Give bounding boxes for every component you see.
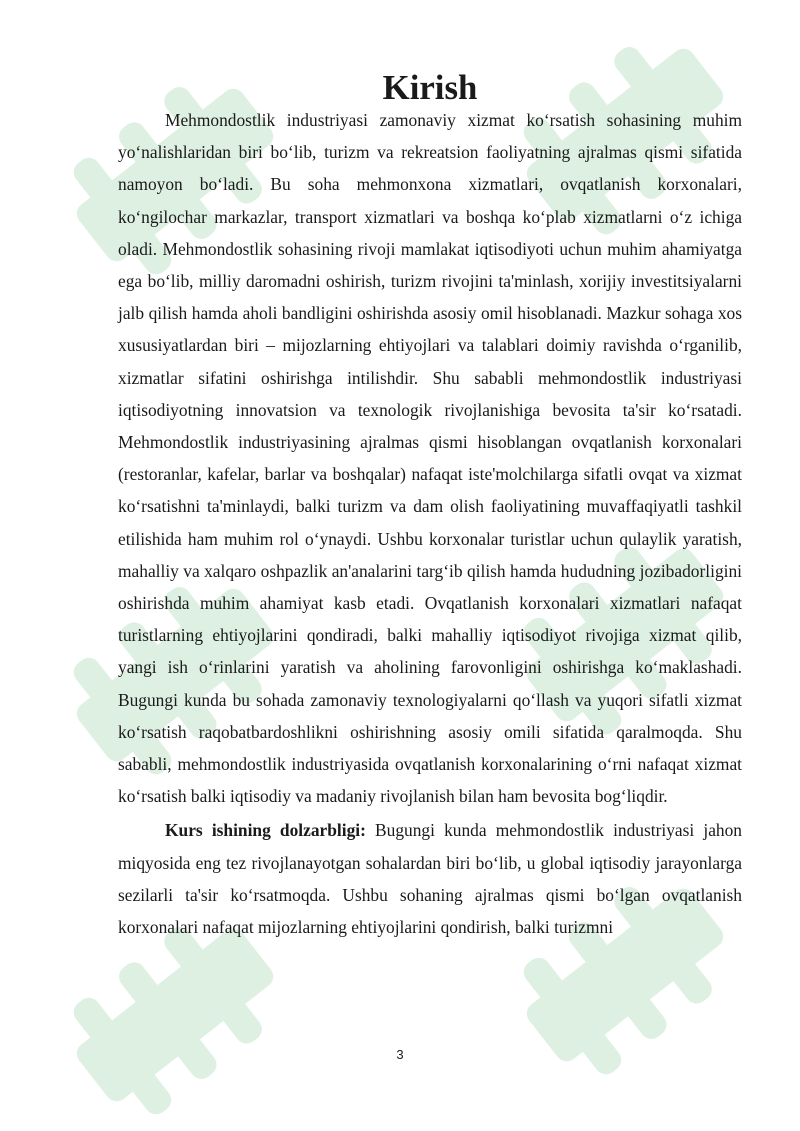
relevance-text: Bugungi kunda mehmondostlik industriyasi jahon miqyosida eng tez rivojlanayotgan sohalardan biri bo‘lib, u global iqtisodiy jarayonlarga sezilarli ta'sir ko‘rsatmoqda. Ushbu sohaning ajralmas qismi bo‘lgan ovqatlanish korxonalari nafaqat mijozlarning ehtiyojlarini qondirish, balki turizmni	[118, 820, 742, 938]
relevance-paragraph	[118, 814, 742, 943]
section-title: Kirish	[382, 68, 478, 107]
relevance-heading: Kurs ishining dolzarbligi:	[165, 820, 366, 841]
page-number: 3	[396, 1047, 404, 1062]
document-body	[118, 68, 742, 943]
introduction-paragraph: Mehmondostlik industriyasi zamonaviy xizmat ko‘rsatish sohasining muhim yo‘nalishlaridan biri bo‘lib, turizm va rekreatsion faoliyatning ajralmas qismi sifatida namoyon bo‘ladi. Bu soha mehmonxona xizmatlari, ovqatlanish korxonalari, ko‘ngilochar markazlar, transport xizmatlari va boshqa ko‘plab xizmatlarni o‘z ichiga oladi. Mehmondostlik sohasining rivoji mamlakat iqtisodiyoti uchun muhim ahamiyatga ega bo‘lib, milliy daromadni oshirish, turizm rivojini ta'minlash, xorijiy investitsiyalarni jalb qilish hamda aholi bandligini oshirishda asosiy omil hisoblanadi. Mazkur sohaga xos xususiyatlardan biri – mijozlarning ehtiyojlari va talablari doimiy ravishda o‘rganilib, xizmatlar sifatini oshirishga intilishdir. Shu sababli mehmondostlik industriyasi iqtisodiyotning innovatsion va texnologik rivojlanishiga bevosita ta'sir ko‘rsatadi. Mehmondostlik industriyasining ajralmas qismi hisoblangan ovqatlanish korxonalari (restoranlar, kafelar, barlar va boshqalar) nafaqat iste'molchilarga sifatli ovqat va xizmat ko‘rsatishni ta'minlaydi, balki turizm va dam olish faoliyatining muvaffaqiyatli tashkil etilishida ham muhim rol o‘ynaydi. Ushbu korxonalar turistlar uchun qulaylik yaratish, mahalliy va xalqaro oshpazlik an'analarini targ‘ib qilish hamda hududning jozibadorligini oshirishda muhim ahamiyat kasb etadi. Ovqatlanish korxonalari xizmatlari nafaqat turistlarning ehtiyojlarini qondiradi, balki mahalliy iqtisodiyot rivojiga xizmat qilib, yangi ish o‘rinlarini yaratish va aholining farovonligini oshirishga ko‘maklashadi. Bugungi kunda bu sohada zamonaviy texnologiyalarni qo‘llash va yuqori sifatli xizmat ko‘rsatish raqobatbardoshlikni oshirishning asosiy omili sifatida qaralmoqda. Shu sababli, mehmondostlik industriyasida ovqatlanish korxonalarining o‘rni nafaqat xizmat ko‘rsatish balki iqtisodiy va madaniy rivojlanish bilan ham bevosita bog‘liqdir.	[118, 110, 742, 807]
